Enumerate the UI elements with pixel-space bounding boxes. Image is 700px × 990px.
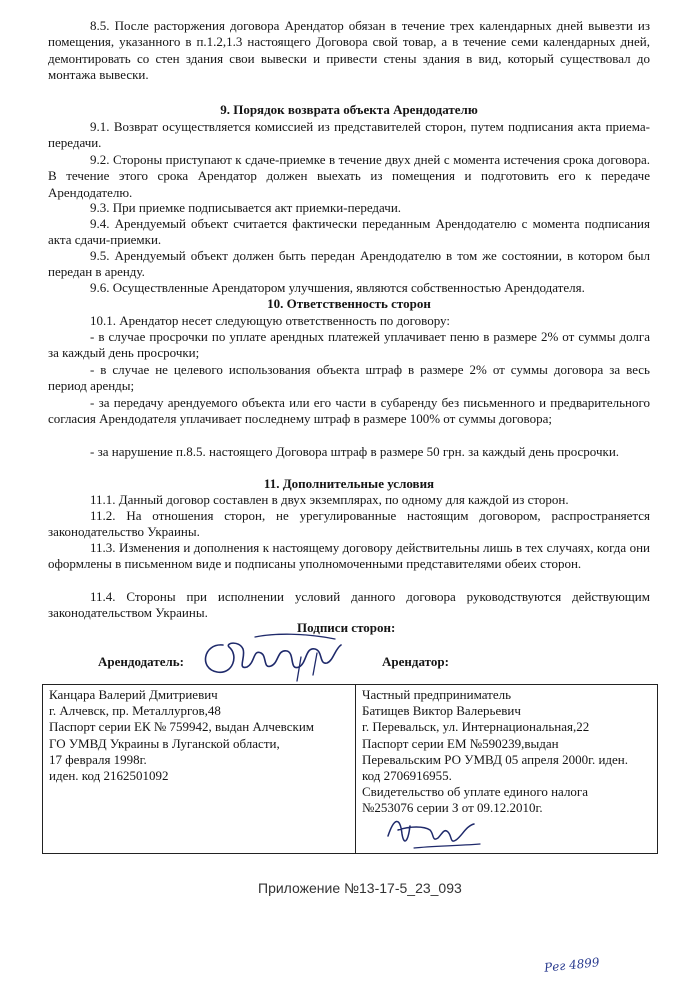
signatures-title: Подписи сторон:	[297, 620, 396, 635]
appendix-reference: Приложение №13-17-5_23_093	[258, 880, 462, 896]
clause-9-4: 9.4. Арендуемый объект считается фактически переданным Арендодателю с момента подписания акта сдачи-приемки.	[48, 216, 650, 248]
clause-9-3: 9.3. При приемке подписывается акт приемки-передачи.	[90, 200, 402, 215]
tenant-name: Батищев Виктор Валерьевич	[362, 703, 521, 719]
tenant-tax-certificate: Свидетельство об уплате единого налога	[362, 784, 589, 800]
tenant-label: Арендатор:	[382, 654, 449, 669]
clause-11-3: 11.3. Изменения и дополнения к настоящему договору действительны лишь в тех случаях, когда они оформлены в письменном виде и подписаны уполномоченными представителями обеих сторон.	[48, 540, 650, 572]
clause-9-2: 9.2. Стороны приступают к сдаче-приемке в течение двух дней с момента истечения срока договора. В течение этого срока Арендатор должен выехать из помещения и подготовить его к передаче Арендодателю.	[48, 152, 650, 200]
tenant-certificate-number: №253076 серии З от 09.12.2010г.	[362, 800, 543, 816]
clause-9-6: 9.6. Осуществленные Арендатором улучшения, являются собственностью Арендодателя.	[90, 280, 585, 295]
tenant-address: г. Перевальск, ул. Интернациональная,22	[362, 719, 590, 735]
landlord-passport-issuer: ГО УМВД Украины в Луганской области,	[49, 735, 280, 751]
tenant-tax-id: код 2706916955.	[362, 768, 452, 784]
penalty-clause-8-5: - за нарушение п.8.5. настоящего Договора штраф в размере 50 грн. за каждый день просрочки.	[90, 444, 620, 459]
clause-11-1: 11.1. Данный договор составлен в двух экземплярах, по одному для каждой из сторон.	[90, 492, 569, 507]
section-9-heading: 9. Порядок возврата объекта Арендодателю	[220, 102, 478, 117]
penalty-late-payment: - в случае просрочки по уплате арендных платежей уплачивает пеню в размере 2% от суммы долга за каждый день просрочки;	[48, 329, 650, 361]
section-10-heading: 10. Ответственность сторон	[267, 296, 431, 311]
clause-10-1: 10.1. Арендатор несет следующую ответственность по договору:	[90, 313, 450, 328]
landlord-passport-date: 17 февраля 1998г.	[49, 751, 147, 767]
archive-note: Рег 4899	[543, 955, 601, 975]
parties-details-table	[42, 684, 658, 854]
landlord-label: Арендодатель:	[98, 654, 184, 669]
tenant-passport-issuer: Перевальским РО УМВД 05 апреля 2000г. иден.	[362, 751, 629, 767]
penalty-misuse: - в случае не целевого использования объекта штраф в размере 2% от суммы договора за весь период аренды;	[48, 362, 650, 394]
landlord-passport: Паспорт серии ЕК № 759942, выдан Алчевским	[49, 719, 315, 735]
clause-8-5: 8.5. После расторжения договора Арендатор обязан в течение трех календарных дней вывезти из помещения, указанного в п.1.2,1.3 настоящего Договора свой товар, а в течение семи календарных дней, демонтировать со стен здания свои вывески и привести стены здания в вид, который существовал до монтажа вывески.	[48, 18, 650, 83]
landlord-name: Канцара Валерий Дмитриевич	[49, 687, 218, 702]
clause-11-2: 11.2. На отношения сторон, не урегулированные настоящим договором, распространяется законодательство Украины.	[48, 508, 650, 540]
landlord-details	[43, 685, 356, 854]
penalty-sublease: - за передачу арендуемого объекта или его части в субаренду без письменного и предварительного согласия Арендодателя уплачивает последнему штраф в размере 100% от суммы договора;	[48, 395, 650, 427]
section-11-heading: 11. Дополнительные условия	[263, 476, 435, 491]
tenant-status: Частный предприниматель	[362, 687, 512, 702]
landlord-tax-id: иден. код 2162501092	[49, 768, 169, 784]
landlord-address: г. Алчевск, пр. Металлургов,48	[49, 703, 221, 719]
clause-9-5: 9.5. Арендуемый объект должен быть передан Арендодателю в том же состоянии, в котором был передан в аренду.	[48, 248, 650, 280]
clause-11-4: 11.4. Стороны при исполнении условий данного договора руководствуются действующим законодательством Украины.	[48, 589, 650, 621]
clause-9-1: 9.1. Возврат осуществляется комиссией из представителей сторон, путем подписания акта приема-передачи.	[48, 119, 650, 151]
tenant-passport: Паспорт серии ЕМ №590239,выдан	[362, 735, 559, 751]
landlord-signature	[195, 625, 355, 685]
tenant-signature	[384, 812, 494, 854]
